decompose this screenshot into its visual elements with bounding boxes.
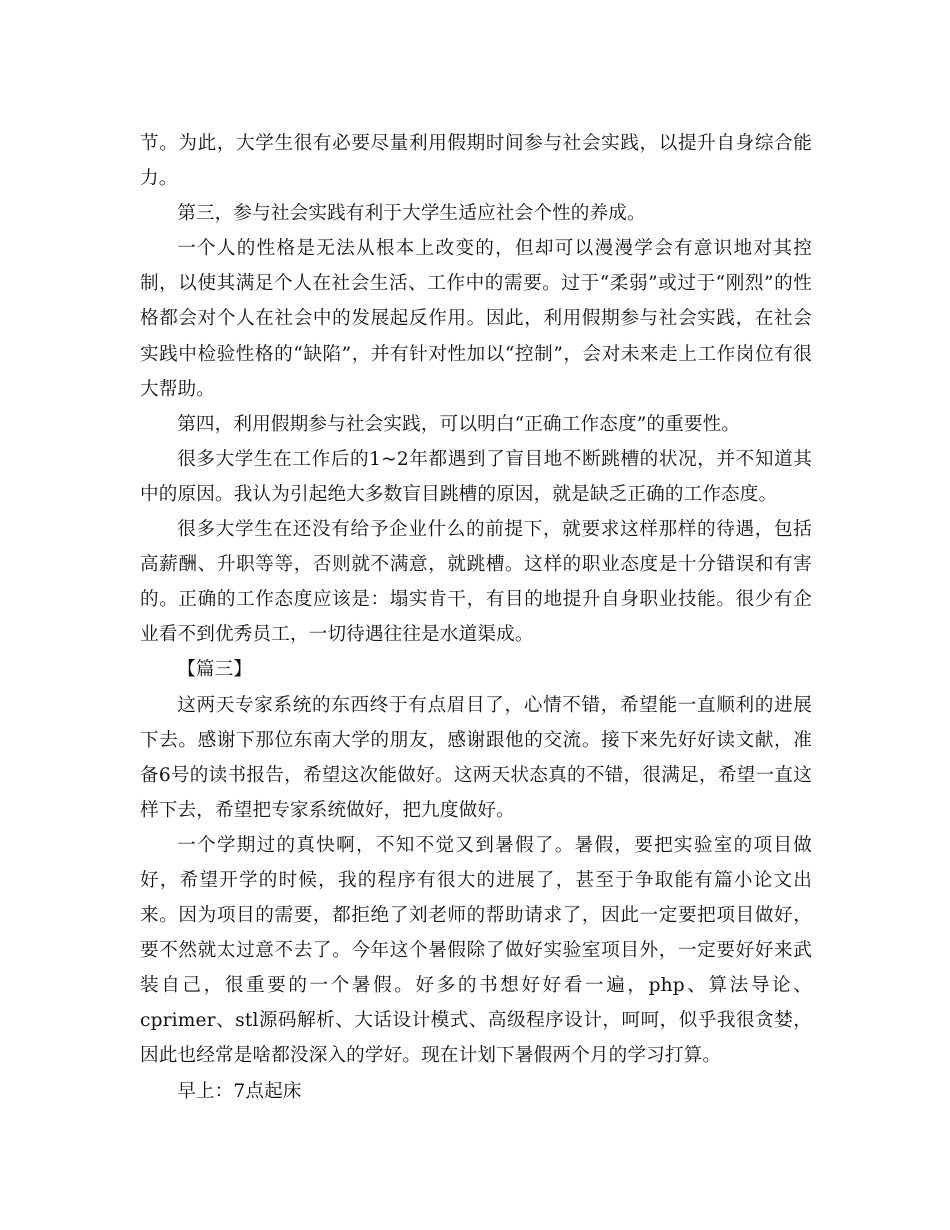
paragraph: 早上：7点起床: [177, 1080, 302, 1102]
paragraph: 节。为此，大学生很有必要尽量利用假期时间参与社会实践，以提升自身综合能力。: [140, 133, 812, 190]
document-body: [140, 126, 812, 1109]
paragraph: 第三，参与社会实践有利于大学生适应社会个性的养成。: [177, 203, 646, 225]
paragraph: 一个学期过的真快啊，不知不觉又到暑假了。暑假，要把实验室的项目做好，希望开学的时候，我的程序有很大的进展了，甚至于争取能有篇小论文出来。因为项目的需要，都拒绝了刘老师的帮助请求了，因此一定要把项目做好，要不然就太过意不去了。今年这个暑假除了做好实验室项目外，一定要好好来武装自己，很重要的一个暑假。好多的书想好好看一遍，php、算法导论、cprimer、stl源码解析、大话设计模式、高级程序设计，呵呵，似乎我很贪婪，因此也经常是啥都没深入的学好。现在计划下暑假两个月的学习打算。: [140, 834, 812, 1067]
paragraph: 这两天专家系统的东西终于有点眉目了，心情不错，希望能一直顺利的进展下去。感谢下那位东南大学的朋友，感谢跟他的交流。接下来先好好读文献，准备6号的读书报告，希望这次能做好。这两天状态真的不错，很满足，希望一直这样下去，希望把专家系统做好，把九度做好。: [140, 694, 812, 821]
paragraph: 第四，利用假期参与社会实践，可以明白“正确工作态度”的重要性。: [177, 413, 741, 435]
paragraph: 很多大学生在工作后的1~2年都遇到了盲目地不断跳槽的状况，并不知道其中的原因。我认为引起绝大多数盲目跳槽的原因，就是缺乏正确的工作态度。: [140, 448, 812, 505]
paragraph: 很多大学生在还没有给予企业什么的前提下，就要求这样那样的待遇，包括高薪酬、升职等等，否则就不满意，就跳槽。这样的职业态度是十分错误和有害的。正确的工作态度应该是：塌实肯干，有目的地提升自身职业技能。很少有企业看不到优秀员工，一切待遇往往是水道渠成。: [140, 519, 812, 646]
paragraph: 一个人的性格是无法从根本上改变的，但却可以漫漫学会有意识地对其控制，以使其满足个人在社会生活、工作中的需要。过于“柔弱”或过于“刚烈”的性格都会对个人在社会中的发展起反作用。因此，利用假期参与社会实践，在社会实践中检验性格的“缺陷”，并有针对性加以“控制”，会对未来走上工作岗位有很大帮助。: [140, 238, 812, 400]
section-heading: 【篇三】: [177, 659, 253, 681]
